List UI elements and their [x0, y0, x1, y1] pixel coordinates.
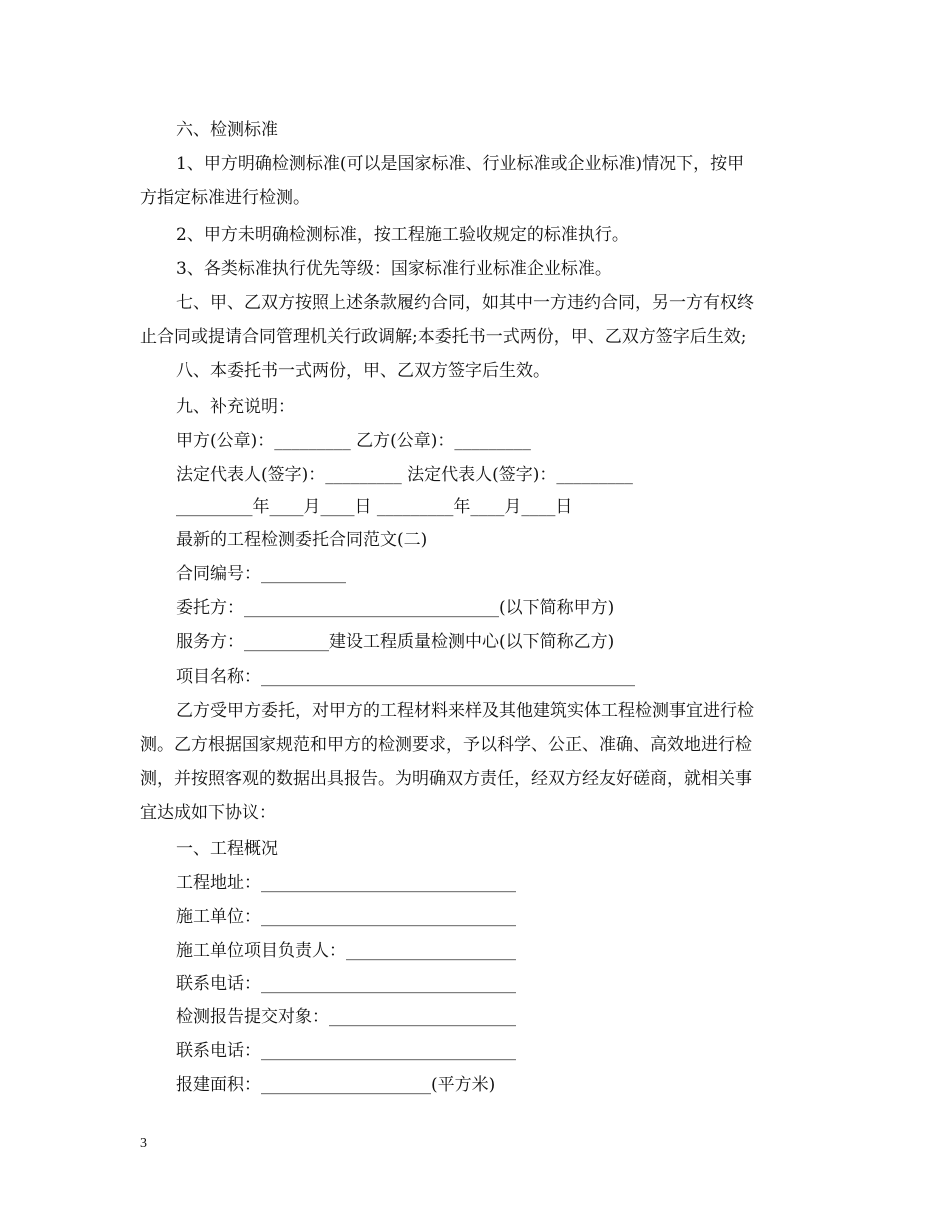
project-name-line: 项目名称：____________________________________________	[176, 667, 635, 687]
section-1-heading: 一、工程概况	[176, 839, 278, 859]
clause-6-3: 3、各类标准执行优先等级：国家标准行业标准企业标准。	[176, 259, 612, 279]
contract-2-title: 最新的工程检测委托合同范文(二)	[176, 530, 428, 550]
service-provider-line: 服务方：__________建设工程质量检测中心(以下简称乙方)	[176, 632, 615, 652]
preamble-line-2: 测。乙方根据国家规范和甲方的检测要求，予以科学、公正、准确、高效地进行检	[140, 735, 752, 755]
preamble-line-3: 测，并按照客观的数据出具报告。为明确双方责任，经双方经友好磋商，就相关事	[140, 769, 752, 789]
section-7-line-2: 止合同或提请合同管理机关行政调解;本委托书一式两份，甲、乙双方签字后生效;	[140, 327, 747, 347]
page-number: 3	[140, 1136, 147, 1151]
section-6-heading: 六、检测标准	[176, 120, 278, 140]
signature-line: 法定代表人(签字)：_________ 法定代表人(签字)：_________	[176, 465, 633, 485]
clause-6-1-line-2: 方指定标准进行检测。	[140, 188, 310, 208]
client-line: 委托方：______________________________(以下简称甲方)	[176, 598, 615, 618]
project-address-line: 工程地址：______________________________	[176, 873, 516, 893]
building-area-line: 报建面积：____________________(平方米)	[176, 1075, 496, 1095]
clause-6-1-line-1: 1、甲方明确检测标准(可以是国家标准、行业标准或企业标准)情况下，按甲	[176, 154, 745, 174]
seal-line: 甲方(公章)：_________ 乙方(公章)：_________	[176, 431, 531, 451]
project-manager-line: 施工单位项目负责人：____________________	[176, 941, 516, 961]
clause-6-2: 2、甲方未明确检测标准，按工程施工验收规定的标准执行。	[176, 225, 629, 245]
preamble-line-1: 乙方受甲方委托，对甲方的工程材料来样及其他建筑实体工程检测事宜进行检	[176, 701, 754, 721]
date-line: _________年____月____日 _________年____月____日	[176, 497, 573, 517]
construction-unit-line: 施工单位：______________________________	[176, 907, 516, 927]
section-7-line-1: 七、甲、乙双方按照上述条款履约合同，如其中一方违约合同，另一方有权终	[176, 293, 754, 313]
section-8: 八、本委托书一式两份，甲、乙双方签字后生效。	[176, 361, 550, 381]
report-recipient-line: 检测报告提交对象：______________________	[176, 1007, 516, 1027]
contact-phone-line-2: 联系电话：______________________________	[176, 1041, 516, 1061]
preamble-line-4: 宜达成如下协议：	[140, 803, 276, 823]
section-9-heading: 九、补充说明：	[176, 397, 295, 417]
contract-number-line: 合同编号：__________	[176, 564, 346, 584]
contact-phone-line-1: 联系电话：______________________________	[176, 974, 516, 994]
